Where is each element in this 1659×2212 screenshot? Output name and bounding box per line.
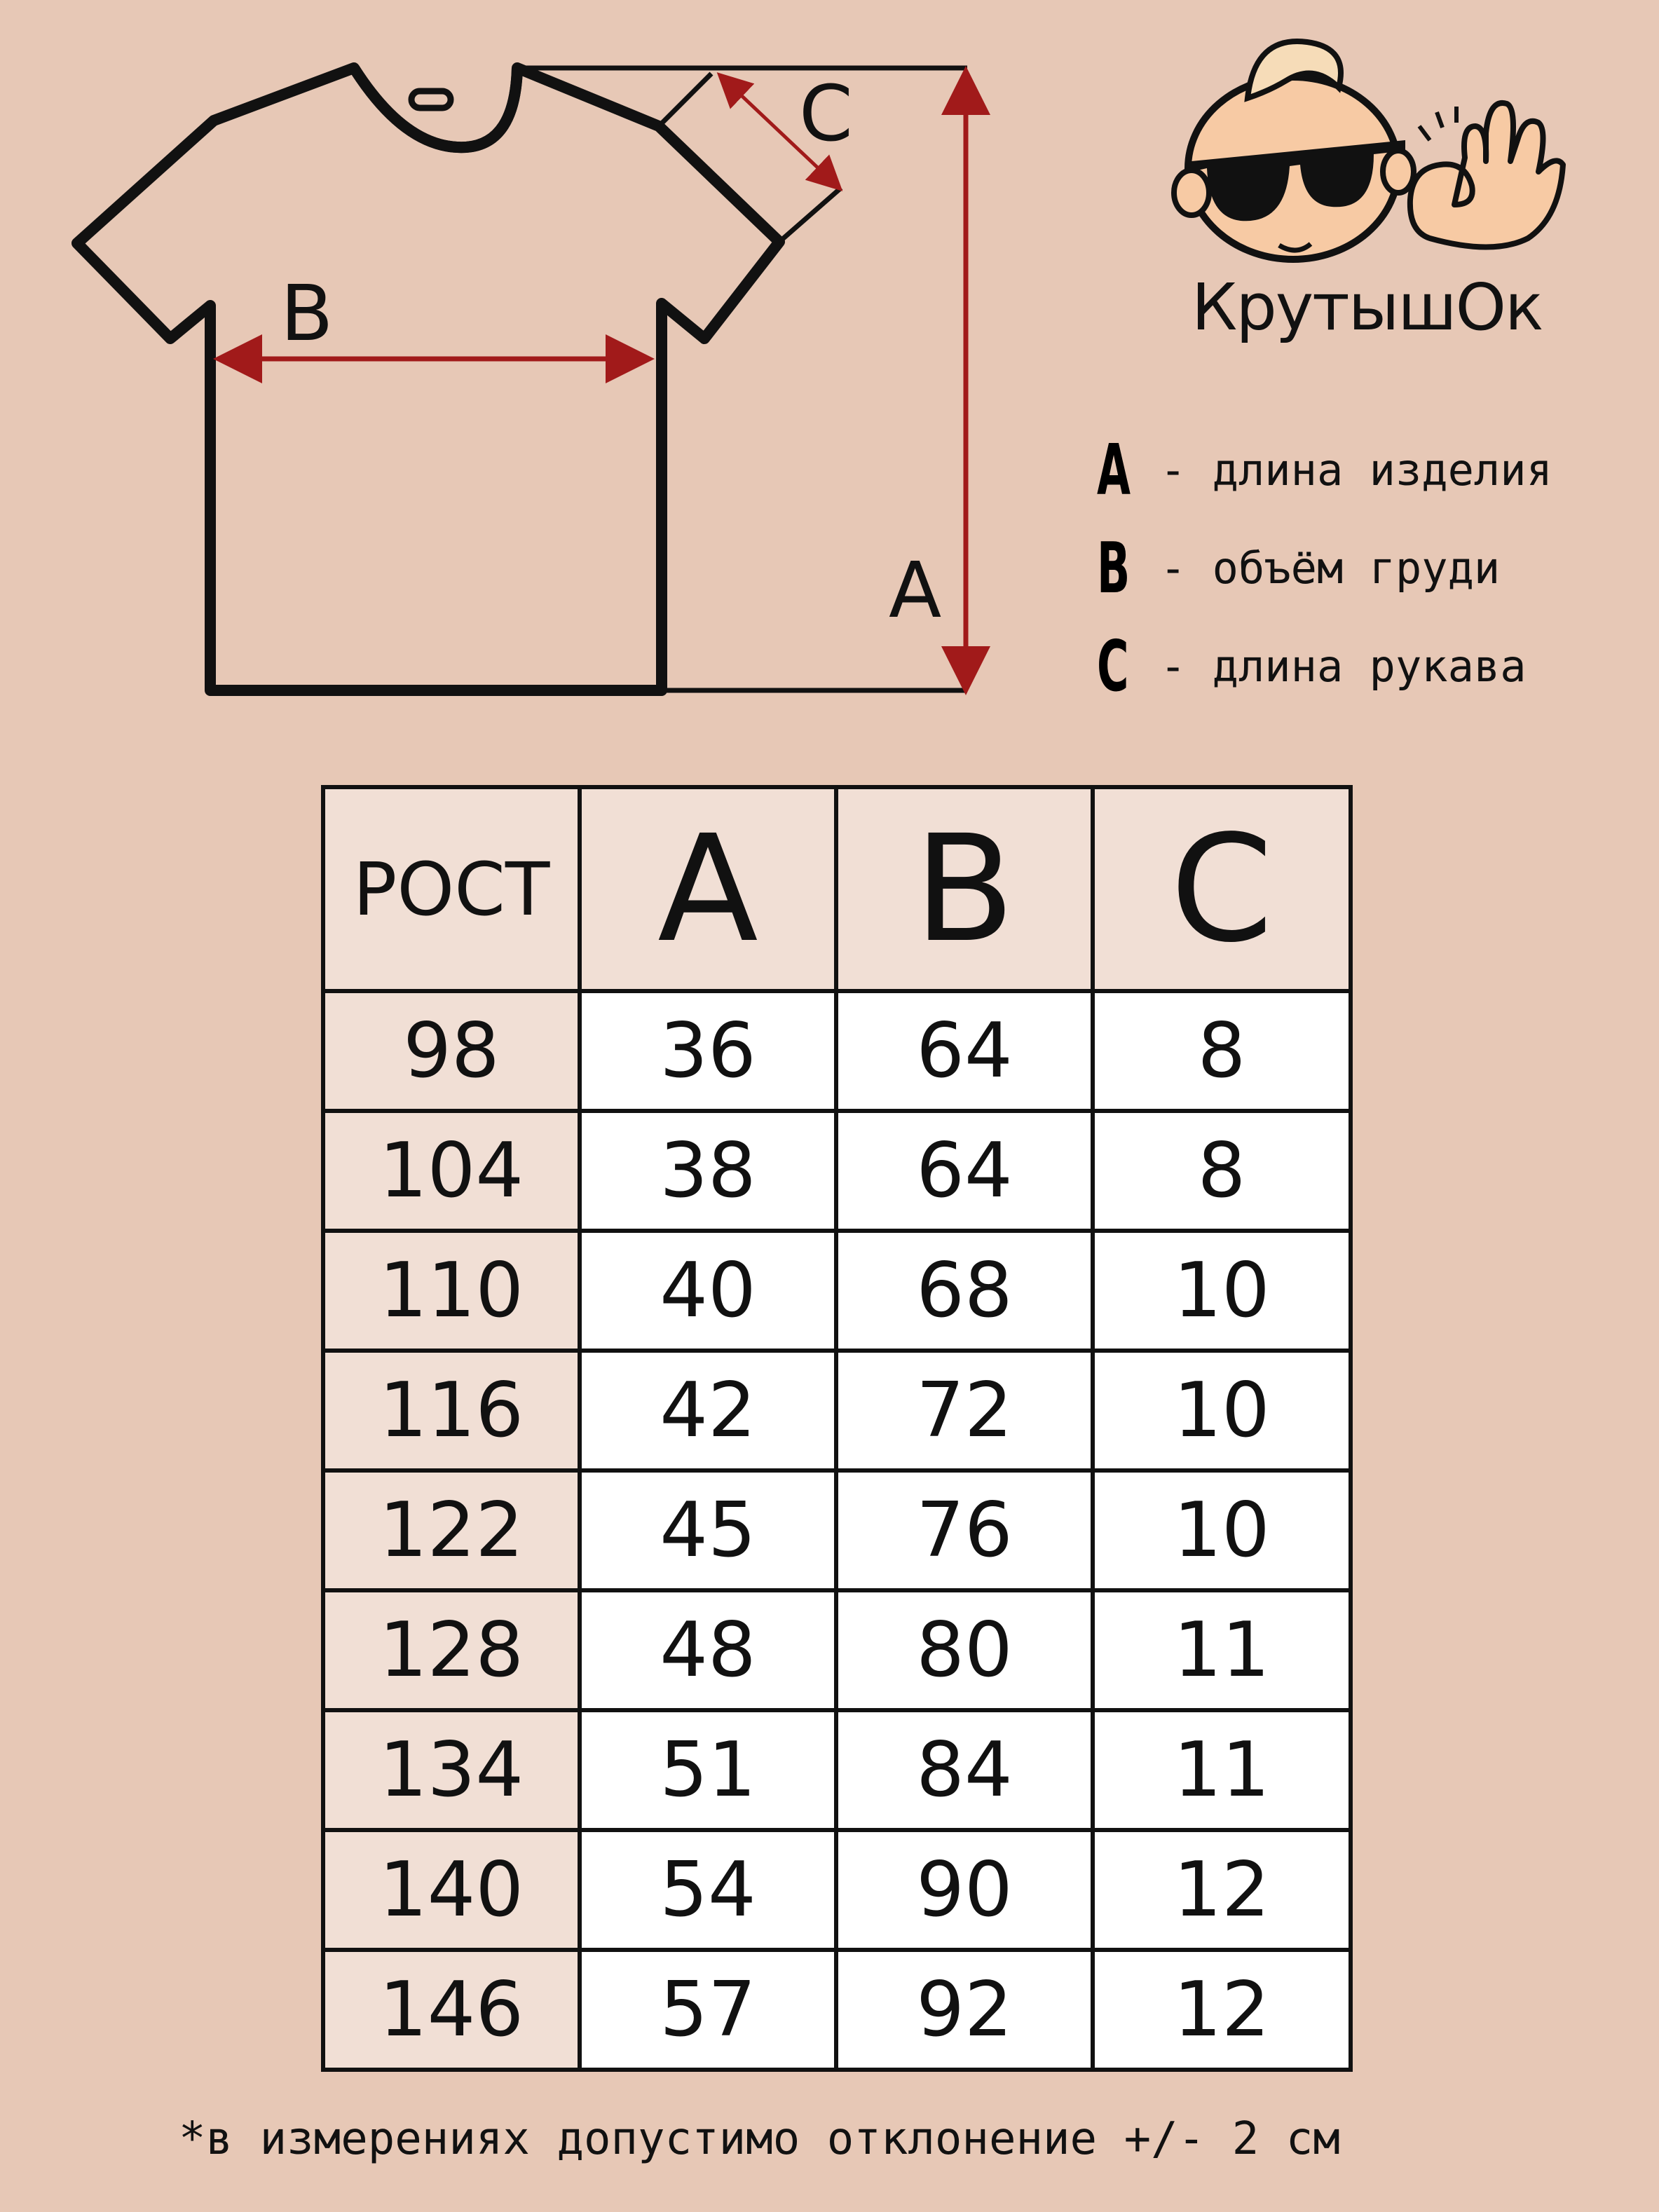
cell-height: 146 bbox=[323, 1950, 580, 2070]
cell-height: 122 bbox=[323, 1470, 580, 1590]
legend-row-b bbox=[1097, 519, 1552, 617]
label-a: A bbox=[889, 545, 942, 635]
cell-b: 76 bbox=[836, 1470, 1093, 1590]
cell-b: 72 bbox=[836, 1351, 1093, 1470]
legend-text: - длина изделия bbox=[1160, 444, 1552, 496]
cell-c: 11 bbox=[1093, 1590, 1351, 1710]
legend-row-a bbox=[1097, 421, 1552, 519]
table-row bbox=[323, 1111, 1351, 1231]
logo-sparkle-2 bbox=[1437, 112, 1442, 128]
cell-c: 10 bbox=[1093, 1231, 1351, 1351]
table-row bbox=[323, 1830, 1351, 1950]
header-height: РОСТ bbox=[323, 787, 580, 991]
cell-height: 98 bbox=[323, 991, 580, 1111]
cell-c: 11 bbox=[1093, 1710, 1351, 1830]
legend-row-c bbox=[1097, 617, 1552, 715]
cell-b: 64 bbox=[836, 991, 1093, 1111]
legend-letter: C bbox=[1097, 624, 1129, 707]
brand-logo bbox=[1163, 21, 1584, 273]
guide-sleeve-bottom bbox=[779, 188, 841, 242]
cell-b: 90 bbox=[836, 1830, 1093, 1950]
header-a: A bbox=[580, 787, 836, 991]
cell-height: 128 bbox=[323, 1590, 580, 1710]
cell-c: 12 bbox=[1093, 1830, 1351, 1950]
footnote: *в измерениях допустимо отклонение +/- 2 см bbox=[179, 2113, 1340, 2165]
table-row bbox=[323, 1590, 1351, 1710]
measurement-legend bbox=[1097, 421, 1552, 715]
label-b: B bbox=[280, 268, 334, 358]
cell-a: 40 bbox=[580, 1231, 836, 1351]
cell-b: 84 bbox=[836, 1710, 1093, 1830]
cell-b: 68 bbox=[836, 1231, 1093, 1351]
logo-ear-left bbox=[1174, 170, 1209, 215]
logo-ear-right bbox=[1383, 151, 1414, 193]
legend-letter: B bbox=[1097, 526, 1131, 609]
table-row bbox=[323, 1351, 1351, 1470]
cell-c: 8 bbox=[1093, 991, 1351, 1111]
cell-b: 80 bbox=[836, 1590, 1093, 1710]
cell-a: 42 bbox=[580, 1351, 836, 1470]
legend-letter: A bbox=[1097, 428, 1131, 511]
ok-hand-icon bbox=[1410, 103, 1563, 247]
legend-text: - объём груди bbox=[1160, 542, 1501, 594]
tshirt-outline bbox=[77, 68, 779, 690]
cell-height: 110 bbox=[323, 1231, 580, 1351]
cell-c: 12 bbox=[1093, 1950, 1351, 2070]
cell-a: 45 bbox=[580, 1470, 836, 1590]
cell-a: 38 bbox=[580, 1111, 836, 1231]
cell-a: 54 bbox=[580, 1830, 836, 1950]
legend-text: - длина рукава bbox=[1160, 640, 1527, 692]
collar-tag bbox=[411, 91, 451, 108]
table-row bbox=[323, 1950, 1351, 2070]
table-row bbox=[323, 1710, 1351, 1830]
header-c: C bbox=[1093, 787, 1351, 991]
cell-c: 10 bbox=[1093, 1351, 1351, 1470]
brand-name: КрутышОк bbox=[1192, 270, 1543, 345]
cell-c: 8 bbox=[1093, 1111, 1351, 1231]
table-row bbox=[323, 1470, 1351, 1590]
cell-height: 104 bbox=[323, 1111, 580, 1231]
guide-sleeve-top bbox=[659, 74, 711, 126]
cell-a: 36 bbox=[580, 991, 836, 1111]
label-c: C bbox=[799, 69, 853, 158]
table-header-row bbox=[323, 787, 1351, 991]
cell-a: 51 bbox=[580, 1710, 836, 1830]
table-row bbox=[323, 1231, 1351, 1351]
cell-b: 64 bbox=[836, 1111, 1093, 1231]
tshirt-diagram bbox=[0, 0, 1051, 729]
cell-height: 134 bbox=[323, 1710, 580, 1830]
cell-a: 48 bbox=[580, 1590, 836, 1710]
cell-height: 116 bbox=[323, 1351, 580, 1470]
cell-height: 140 bbox=[323, 1830, 580, 1950]
cell-c: 10 bbox=[1093, 1470, 1351, 1590]
cell-b: 92 bbox=[836, 1950, 1093, 2070]
header-b: B bbox=[836, 787, 1093, 991]
table-row bbox=[323, 991, 1351, 1111]
cell-a: 57 bbox=[580, 1950, 836, 2070]
size-table bbox=[321, 785, 1353, 2072]
logo-sparkle-1 bbox=[1419, 126, 1430, 140]
